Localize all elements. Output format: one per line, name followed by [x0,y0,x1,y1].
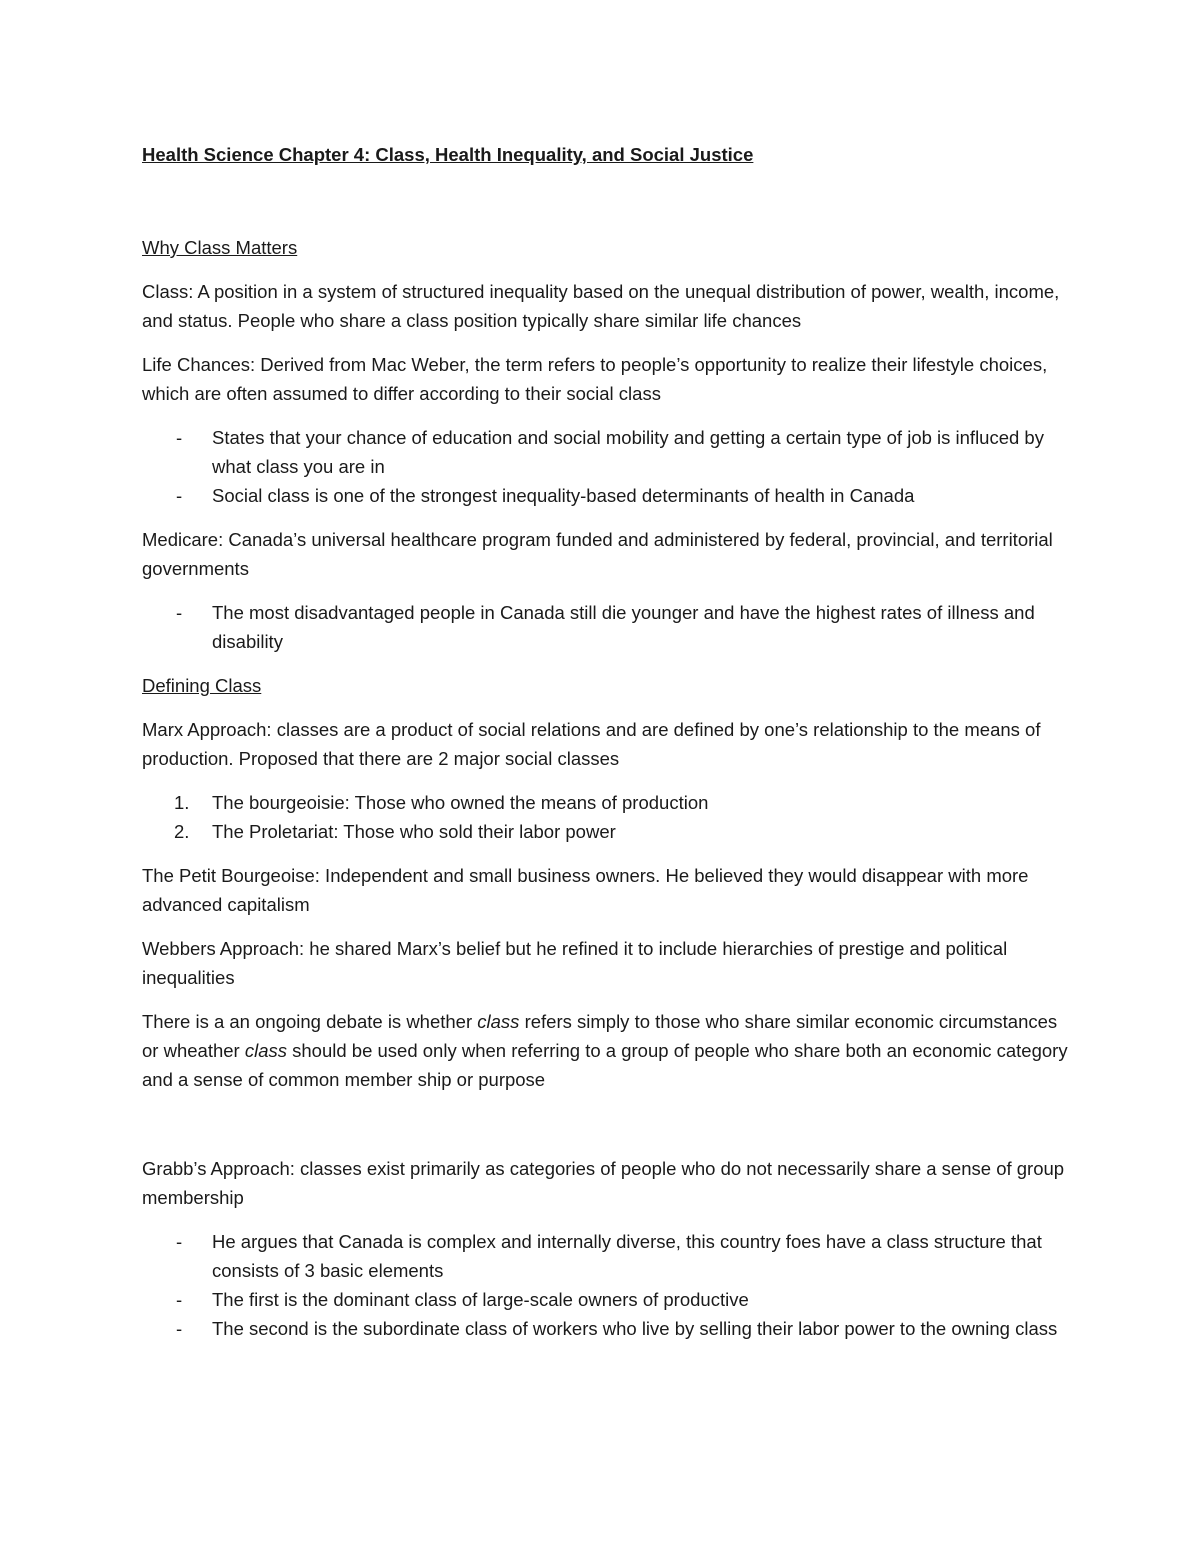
paragraph-class-definition: Class: A position in a system of structured inequality based on the unequal distribution of power, wealth, income, and status. People who share a class position typically share similar life chances [142,281,1060,331]
paragraph-medicare-definition: Medicare: Canada’s universal healthcare program funded and administered by federal, provincial, and territorial governments [142,529,1053,579]
paragraph-marx-approach: Marx Approach: classes are a product of social relations and are defined by one’s relationship to the means of production. Proposed that there are 2 major social classes [142,719,1041,769]
spacer [142,1212,1072,1227]
number-marker: 1. [174,792,190,813]
spacer [142,992,1072,1007]
dash-marker: - [176,485,183,506]
marx-numbered-list [142,788,1072,846]
spacer [142,408,1072,423]
grabb-bullet-list [142,1227,1072,1343]
medicare-bullet-list [142,598,1072,656]
debate-italic-term: class [477,1011,520,1032]
list-item-text: The Proletariat: Those who sold their labor power [212,821,616,842]
list-item [142,1285,1072,1314]
list-item-text: He argues that Canada is complex and internally diverse, this country foes have a class structure that consists of 3 basic elements [212,1231,1042,1281]
spacer [142,583,1072,598]
paragraph-petit-bourgeoise: The Petit Bourgeoise: Independent and small business owners. He believed they would disappear with more advanced capitalism [142,865,1029,915]
debate-text-part: refers simply to those who share similar economic circumstances or wheather [142,1011,1058,1061]
spacer [142,700,1072,715]
spacer [142,1094,1072,1154]
list-item [142,423,1072,481]
document-title: Health Science Chapter 4: Class, Health Inequality, and Social Justice [142,144,754,165]
section-heading-defining-class: Defining Class [142,675,262,696]
dash-marker: - [176,1231,183,1252]
list-item [142,1314,1072,1343]
dash-marker: - [176,1318,183,1339]
paragraph-life-chances-definition: Life Chances: Derived from Mac Weber, the term refers to people’s opportunity to realize their lifestyle choices, which are often assumed to differ according to their social class [142,354,1048,404]
spacer [142,510,1072,525]
spacer [142,919,1072,934]
paragraph-grabbs-approach: Grabb’s Approach: classes exist primarily as categories of people who do not necessarily share a sense of group membership [142,1158,1065,1208]
debate-text-part: There is a an ongoing debate is whether [142,1011,478,1032]
number-marker: 2. [174,821,190,842]
section-heading-why-class-matters: Why Class Matters [142,237,298,258]
list-item-text: The bourgeoisie: Those who owned the means of production [212,792,709,813]
list-item [142,817,1072,846]
list-item-text: The most disadvantaged people in Canada still die younger and have the highest rates of illness and disability [212,602,1035,652]
dash-marker: - [176,427,183,448]
list-item [142,788,1072,817]
dash-marker: - [176,1289,183,1310]
paragraph-class-debate [142,1007,1072,1094]
list-item-text: Social class is one of the strongest inequality-based determinants of health in Canada [212,485,915,506]
spacer [142,169,1072,233]
list-item [142,1227,1072,1285]
list-item [142,481,1072,510]
list-item-text: The second is the subordinate class of workers who live by selling their labor power to the owning class [212,1318,1058,1339]
list-item-text: The first is the dominant class of large-scale owners of productive [212,1289,749,1310]
debate-text-part: should be used only when referring to a group of people who share both an economic category and a sense of common member ship or purpose [142,1040,1068,1090]
spacer [142,335,1072,350]
paragraph-webbers-approach: Webbers Approach: he shared Marx’s belief but he refined it to include hierarchies of prestige and political inequalities [142,938,1008,988]
life-chances-bullet-list [142,423,1072,510]
document-page [142,140,1072,1343]
spacer [142,773,1072,788]
spacer [142,262,1072,277]
spacer [142,846,1072,861]
list-item-text: States that your chance of education and social mobility and getting a certain type of job is influced by what class you are in [212,427,1044,477]
dash-marker: - [176,602,183,623]
spacer [142,656,1072,671]
list-item [142,598,1072,656]
debate-italic-term: class [244,1040,287,1061]
